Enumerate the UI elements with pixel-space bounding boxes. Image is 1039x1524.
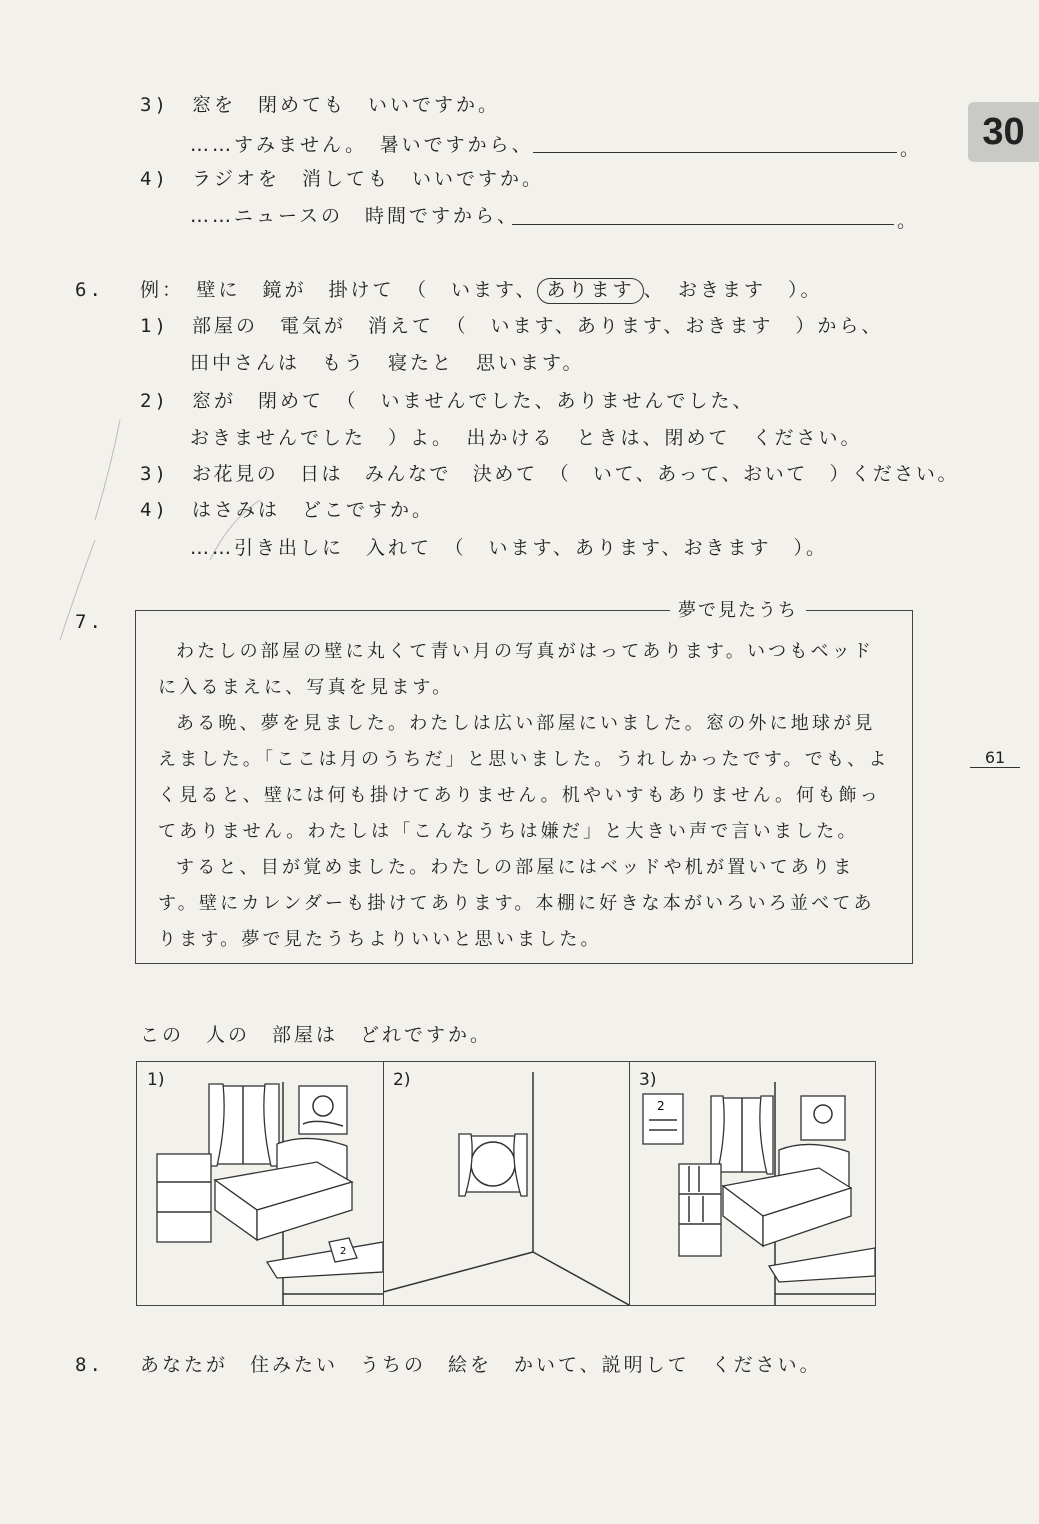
section7-number: 7. [75,611,104,633]
q3-row [140,92,500,118]
q4-answer-blank[interactable] [512,206,894,225]
page-number: 61 [970,748,1020,768]
example-prefix: 例： 壁に 鏡が 掛けて （ います、 [140,279,538,301]
q3-answer-blank[interactable] [533,134,897,153]
q4-question: ラジオを 消しても いいですか。 [191,168,544,190]
q3-period: 。 [900,138,923,160]
section6-number: 6. [75,279,104,301]
panel-label: 3) [639,1070,657,1090]
q3-answer-start: ……すみません。 暑いですから、 [190,134,534,156]
s6-item1-line2: 田中さんは もう 寝たと 思います。 [190,352,585,374]
picture-choices [136,1061,876,1306]
s6-item2-line2: おきませんでした ）よ。 出かける ときは、閉めて ください。 [190,427,863,449]
s6-item2-text: 窓が 閉めて （ いませんでした、ありませんでした、 [191,390,755,412]
s6-item4-line1 [140,497,434,523]
choice-panel-1[interactable] [137,1062,384,1305]
s6-item4-text: はさみは どこですか。 [191,499,434,521]
story-text [158,634,893,958]
room-illustration-2 [383,1062,629,1305]
s6-item2-number: 2) [140,390,169,412]
story-paragraph: ある晩、夢を見ました。わたしは広い部屋にいました。窓の外に地球が見えました。「ここは月のうちだ」と思いました。うれしかったです。でも、よく見ると、壁には何も掛けてありません。机やいすもありません。何も飾ってありません。わたしは「こんなうちは嫌だ」と大きい声で言いました。 [158,713,890,842]
s6-item3-line1 [140,461,959,487]
calendar-number: 2 [657,1099,665,1113]
s6-item1-number: 1) [140,315,169,337]
section7-question: この 人の 部屋は どれですか。 [140,1024,493,1046]
q4-answer-row [190,203,519,229]
s6-item1-line1 [140,313,883,339]
q3-number: 3) [140,94,169,116]
s6-item4-line2: ……引き出しに 入れて （ います、あります、おきます ）。 [190,537,828,559]
choice-panel-3[interactable] [629,1062,875,1305]
story-paragraph: すると、目が覚めました。わたしの部屋にはベッドや机が置いてあります。壁にカレンダーも掛けてあります。本棚に好きな本がいろいろ並べてあります。夢で見たうちよりいいと思いました。 [158,857,875,950]
q3-question: 窓を 閉めても いいですか。 [191,94,500,116]
story-title: 夢で見たうち [670,596,806,622]
room-illustration-3 [629,1062,875,1305]
q4-row [140,166,544,192]
q4-number: 4) [140,168,169,190]
chapter-tab: 30 [968,102,1039,162]
panel-label: 1) [147,1070,165,1090]
example-circled-answer: あります [537,278,643,304]
example-suffix: 、 おきます ）。 [643,279,823,301]
s6-item1-text: 部屋の 電気が 消えて （ います、あります、おきます ）から、 [191,315,884,337]
card-number: 2 [340,1246,347,1257]
section8-number: 8. [75,1354,104,1376]
section8-text: あなたが 住みたい うちの 絵を かいて、説明して ください。 [140,1354,822,1376]
q4-period: 。 [897,210,920,232]
s6-item3-text: お花見の 日は みんなで 決めて （ いて、あって、おいて ）ください。 [191,463,960,485]
story-paragraph: わたしの部屋の壁に丸くて青い月の写真がはってあります。いつもベッドに入るまえに、写真を見ます。 [158,641,875,698]
s6-item3-number: 3) [140,463,169,485]
panel-label: 2) [393,1070,411,1090]
s6-item2-line1 [140,388,754,414]
room-illustration-1 [137,1062,383,1305]
q3-answer-row [190,132,534,158]
s6-item4-number: 4) [140,499,169,521]
choice-panel-2[interactable] [383,1062,630,1305]
q4-answer-start: ……ニュースの 時間ですから、 [190,205,520,227]
section6-example [140,277,823,303]
